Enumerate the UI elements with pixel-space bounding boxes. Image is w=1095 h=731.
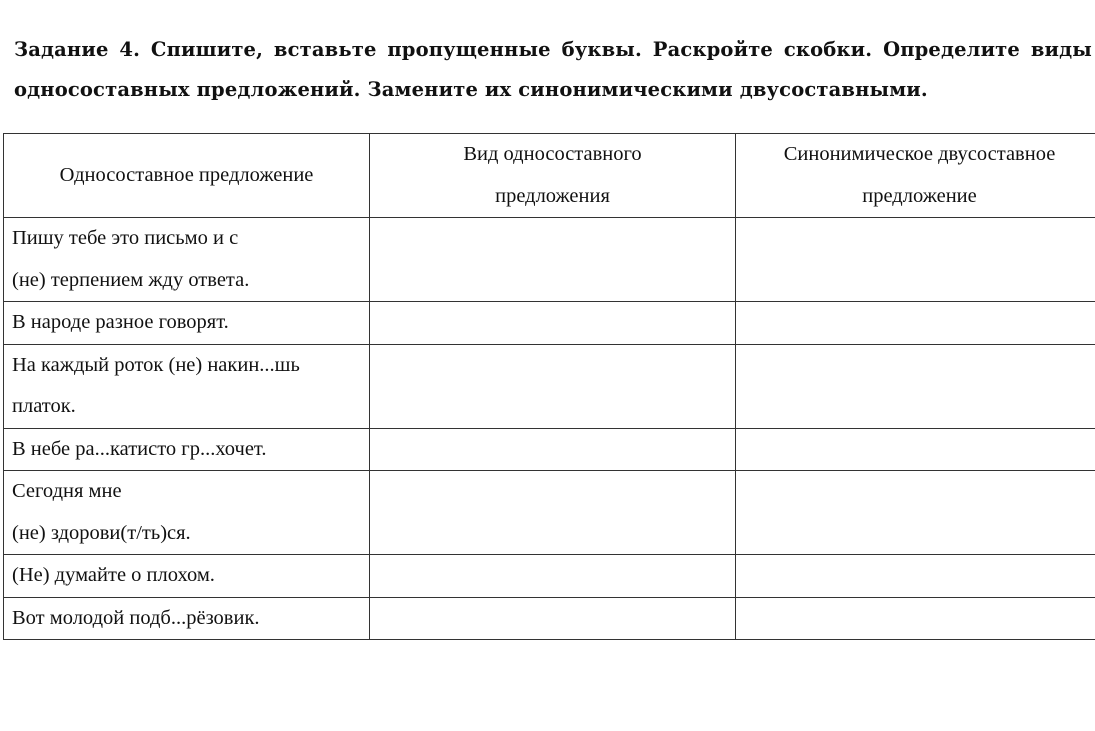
- header-type-line-2: предложения: [495, 184, 610, 207]
- type-cell[interactable]: [370, 471, 736, 555]
- sentence-cell: [4, 597, 370, 640]
- sentence-line: Пишу тебе это письмо и с: [12, 227, 239, 249]
- task-instruction: [14, 30, 1092, 110]
- synonym-cell[interactable]: [736, 218, 1095, 302]
- synonym-cell[interactable]: [736, 471, 1095, 555]
- sentence-cell: [4, 344, 370, 428]
- task-line-2: односоставных предложений. Замените их синонимическими двусоставными.: [14, 78, 928, 101]
- header-sentence: [4, 134, 370, 218]
- synonym-cell[interactable]: [736, 597, 1095, 640]
- type-cell[interactable]: [370, 302, 736, 345]
- header-synonym: [736, 134, 1095, 218]
- type-cell[interactable]: [370, 555, 736, 598]
- table-row: [4, 597, 1095, 640]
- sentence-cell: [4, 302, 370, 345]
- sentence-line: Сегодня мне: [12, 480, 122, 502]
- sentence-line: На каждый роток (не) накин...шь: [12, 353, 300, 376]
- sentence-line: В народе разное говорят.: [12, 311, 229, 333]
- table-row: [4, 344, 1095, 428]
- header-type-line-1: Вид односоставного: [463, 143, 642, 165]
- exercise-table: [3, 133, 1095, 640]
- sentence-cell: [4, 471, 370, 555]
- table-row: [4, 218, 1095, 302]
- sentence-line: Вот молодой подб...рёзовик.: [12, 606, 260, 629]
- table-row: [4, 471, 1095, 555]
- type-cell[interactable]: [370, 344, 736, 428]
- table-row: [4, 555, 1095, 598]
- header-synonym-line-2: предложение: [862, 184, 977, 207]
- task-line-1: Задание 4. Спишите, вставьте пропущенные буквы. Раскройте скобки. Определите виды: [14, 38, 1092, 61]
- synonym-cell[interactable]: [736, 344, 1095, 428]
- table-row: [4, 428, 1095, 471]
- sentence-line: (не) терпением жду ответа.: [12, 268, 250, 291]
- table-row: [4, 302, 1095, 345]
- synonym-cell[interactable]: [736, 428, 1095, 471]
- sentence-line: платок.: [12, 395, 76, 417]
- sentence-cell: [4, 218, 370, 302]
- sentence-line: (не) здорови(т/ть)ся.: [12, 521, 191, 544]
- type-cell[interactable]: [370, 428, 736, 471]
- sentence-line: В небе ра...катисто гр...хочет.: [12, 437, 267, 460]
- sentence-cell: [4, 555, 370, 598]
- header-synonym-line-1: Синонимическое двусоставное: [783, 143, 1056, 165]
- type-cell[interactable]: [370, 597, 736, 640]
- table-header-row: [4, 134, 1095, 218]
- synonym-cell[interactable]: [736, 555, 1095, 598]
- sentence-line: (Не) думайте о плохом.: [12, 564, 215, 586]
- header-type: [370, 134, 736, 218]
- sentence-cell: [4, 428, 370, 471]
- header-sentence-label: Односоставное предложение: [59, 163, 314, 186]
- type-cell[interactable]: [370, 218, 736, 302]
- synonym-cell[interactable]: [736, 302, 1095, 345]
